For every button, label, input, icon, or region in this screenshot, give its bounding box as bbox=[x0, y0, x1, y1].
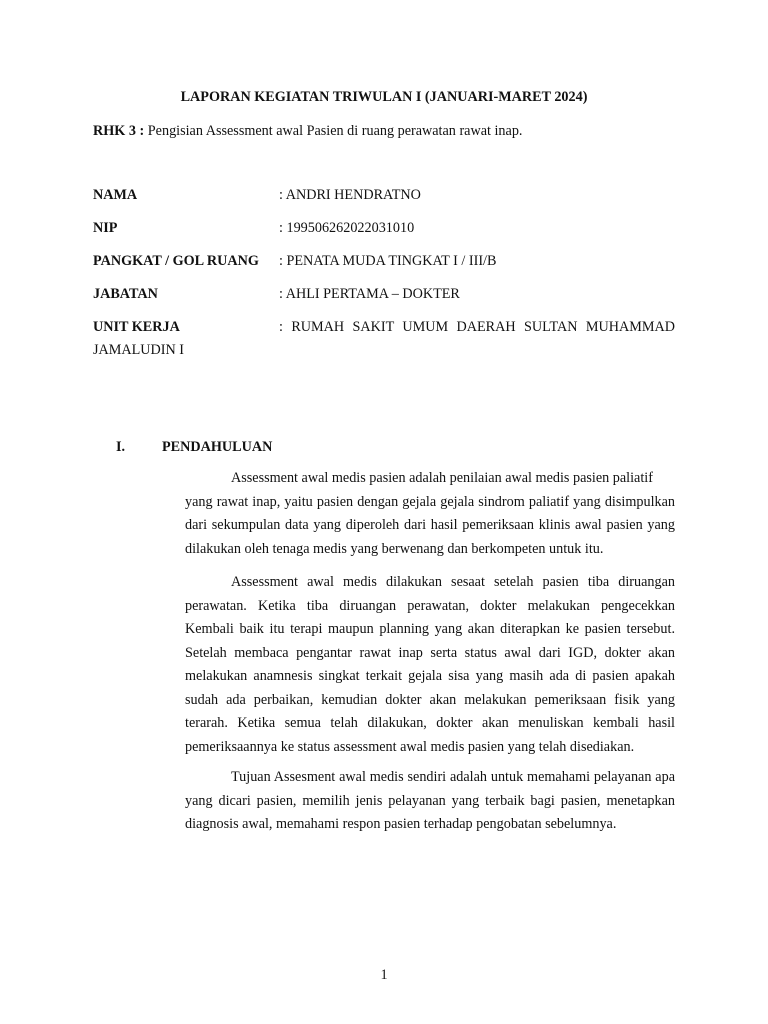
paragraph-line: terarah. Ketika semua telah dilakukan, dokter akan menuliskan kembali hasil bbox=[185, 715, 675, 731]
rhk-label: RHK 3 : bbox=[93, 123, 145, 139]
paragraph-line: dari sekumpulan data yang diperoleh dari hasil pemeriksaan klinis awal pasien yang bbox=[185, 517, 675, 533]
jabatan-label: JABATAN bbox=[93, 286, 158, 302]
paragraph-line: melakukan anamnesis singkat terkait gejala sisa yang masih ada di pasien apakah bbox=[185, 668, 675, 684]
unit-kerja-value: : RUMAH SAKIT UMUM DAERAH SULTAN MUHAMMAD bbox=[279, 319, 675, 335]
paragraph-line: Assessment awal medis dilakukan sesaat setelah pasien tiba diruangan bbox=[231, 574, 675, 590]
pangkat-label: PANGKAT / GOL RUANG bbox=[93, 253, 259, 269]
rhk-line bbox=[93, 122, 693, 140]
paragraph-line: perawatan. Ketika tiba diruangan perawatan, dokter melakukan pengecekkan bbox=[185, 598, 675, 614]
paragraph-line: dilakukan oleh tenaga medis yang berwenang dan berkompeten untuk itu. bbox=[185, 541, 604, 557]
paragraph-line: diagnosis awal, memahami respon pasien terhadap pengobatan sebelumnya. bbox=[185, 816, 617, 832]
paragraph-line: Assessment awal medis pasien adalah penilaian awal medis pasien paliatif bbox=[231, 470, 653, 486]
nama-value: : ANDRI HENDRATNO bbox=[279, 187, 421, 203]
paragraph-line: Setelah membaca pengantar rawat inap serta status awal dari IGD, dokter akan bbox=[185, 645, 675, 661]
jabatan-value: : AHLI PERTAMA – DOKTER bbox=[279, 286, 460, 302]
page-number: 1 bbox=[380, 967, 388, 983]
paragraph-line: yang dicari pasien, memilih jenis pelayanan yang terbaik bagi pasien, menetapkan bbox=[185, 793, 675, 809]
nip-value: : 199506262022031010 bbox=[279, 220, 415, 236]
paragraph-line: pemeriksaannya ke status assessment awal medis pasien yang telah disediakan. bbox=[185, 739, 635, 755]
unit-kerja-value-continued: JAMALUDIN I bbox=[93, 342, 185, 358]
report-title: LAPORAN KEGIATAN TRIWULAN I (JANUARI-MARET 2024) bbox=[180, 89, 588, 105]
rhk-text: Pengisian Assessment awal Pasien di ruang perawatan rawat inap. bbox=[144, 123, 523, 139]
paragraph-line: sudah ada perbaikan, kemudian dokter akan melakukan pemeriksaan fisik yang bbox=[185, 692, 675, 708]
paragraph-line: Kembali baik itu terapi maupun planning yang akan diterapkan ke pasien tersebut. bbox=[185, 621, 675, 637]
paragraph-line: yang rawat inap, yaitu pasien dengan gejala gejala sindrom paliatif yang disimpulkan bbox=[185, 494, 675, 510]
unit-kerja-label: UNIT KERJA bbox=[93, 319, 180, 335]
nip-label: NIP bbox=[93, 220, 118, 236]
paragraph-line: Tujuan Assesment awal medis sendiri adalah untuk memahami pelayanan apa bbox=[231, 769, 675, 785]
section-title: PENDAHULUAN bbox=[162, 439, 273, 455]
nama-label: NAMA bbox=[93, 187, 138, 203]
pangkat-value: : PENATA MUDA TINGKAT I / III/B bbox=[279, 253, 497, 269]
section-number: I. bbox=[116, 439, 126, 455]
